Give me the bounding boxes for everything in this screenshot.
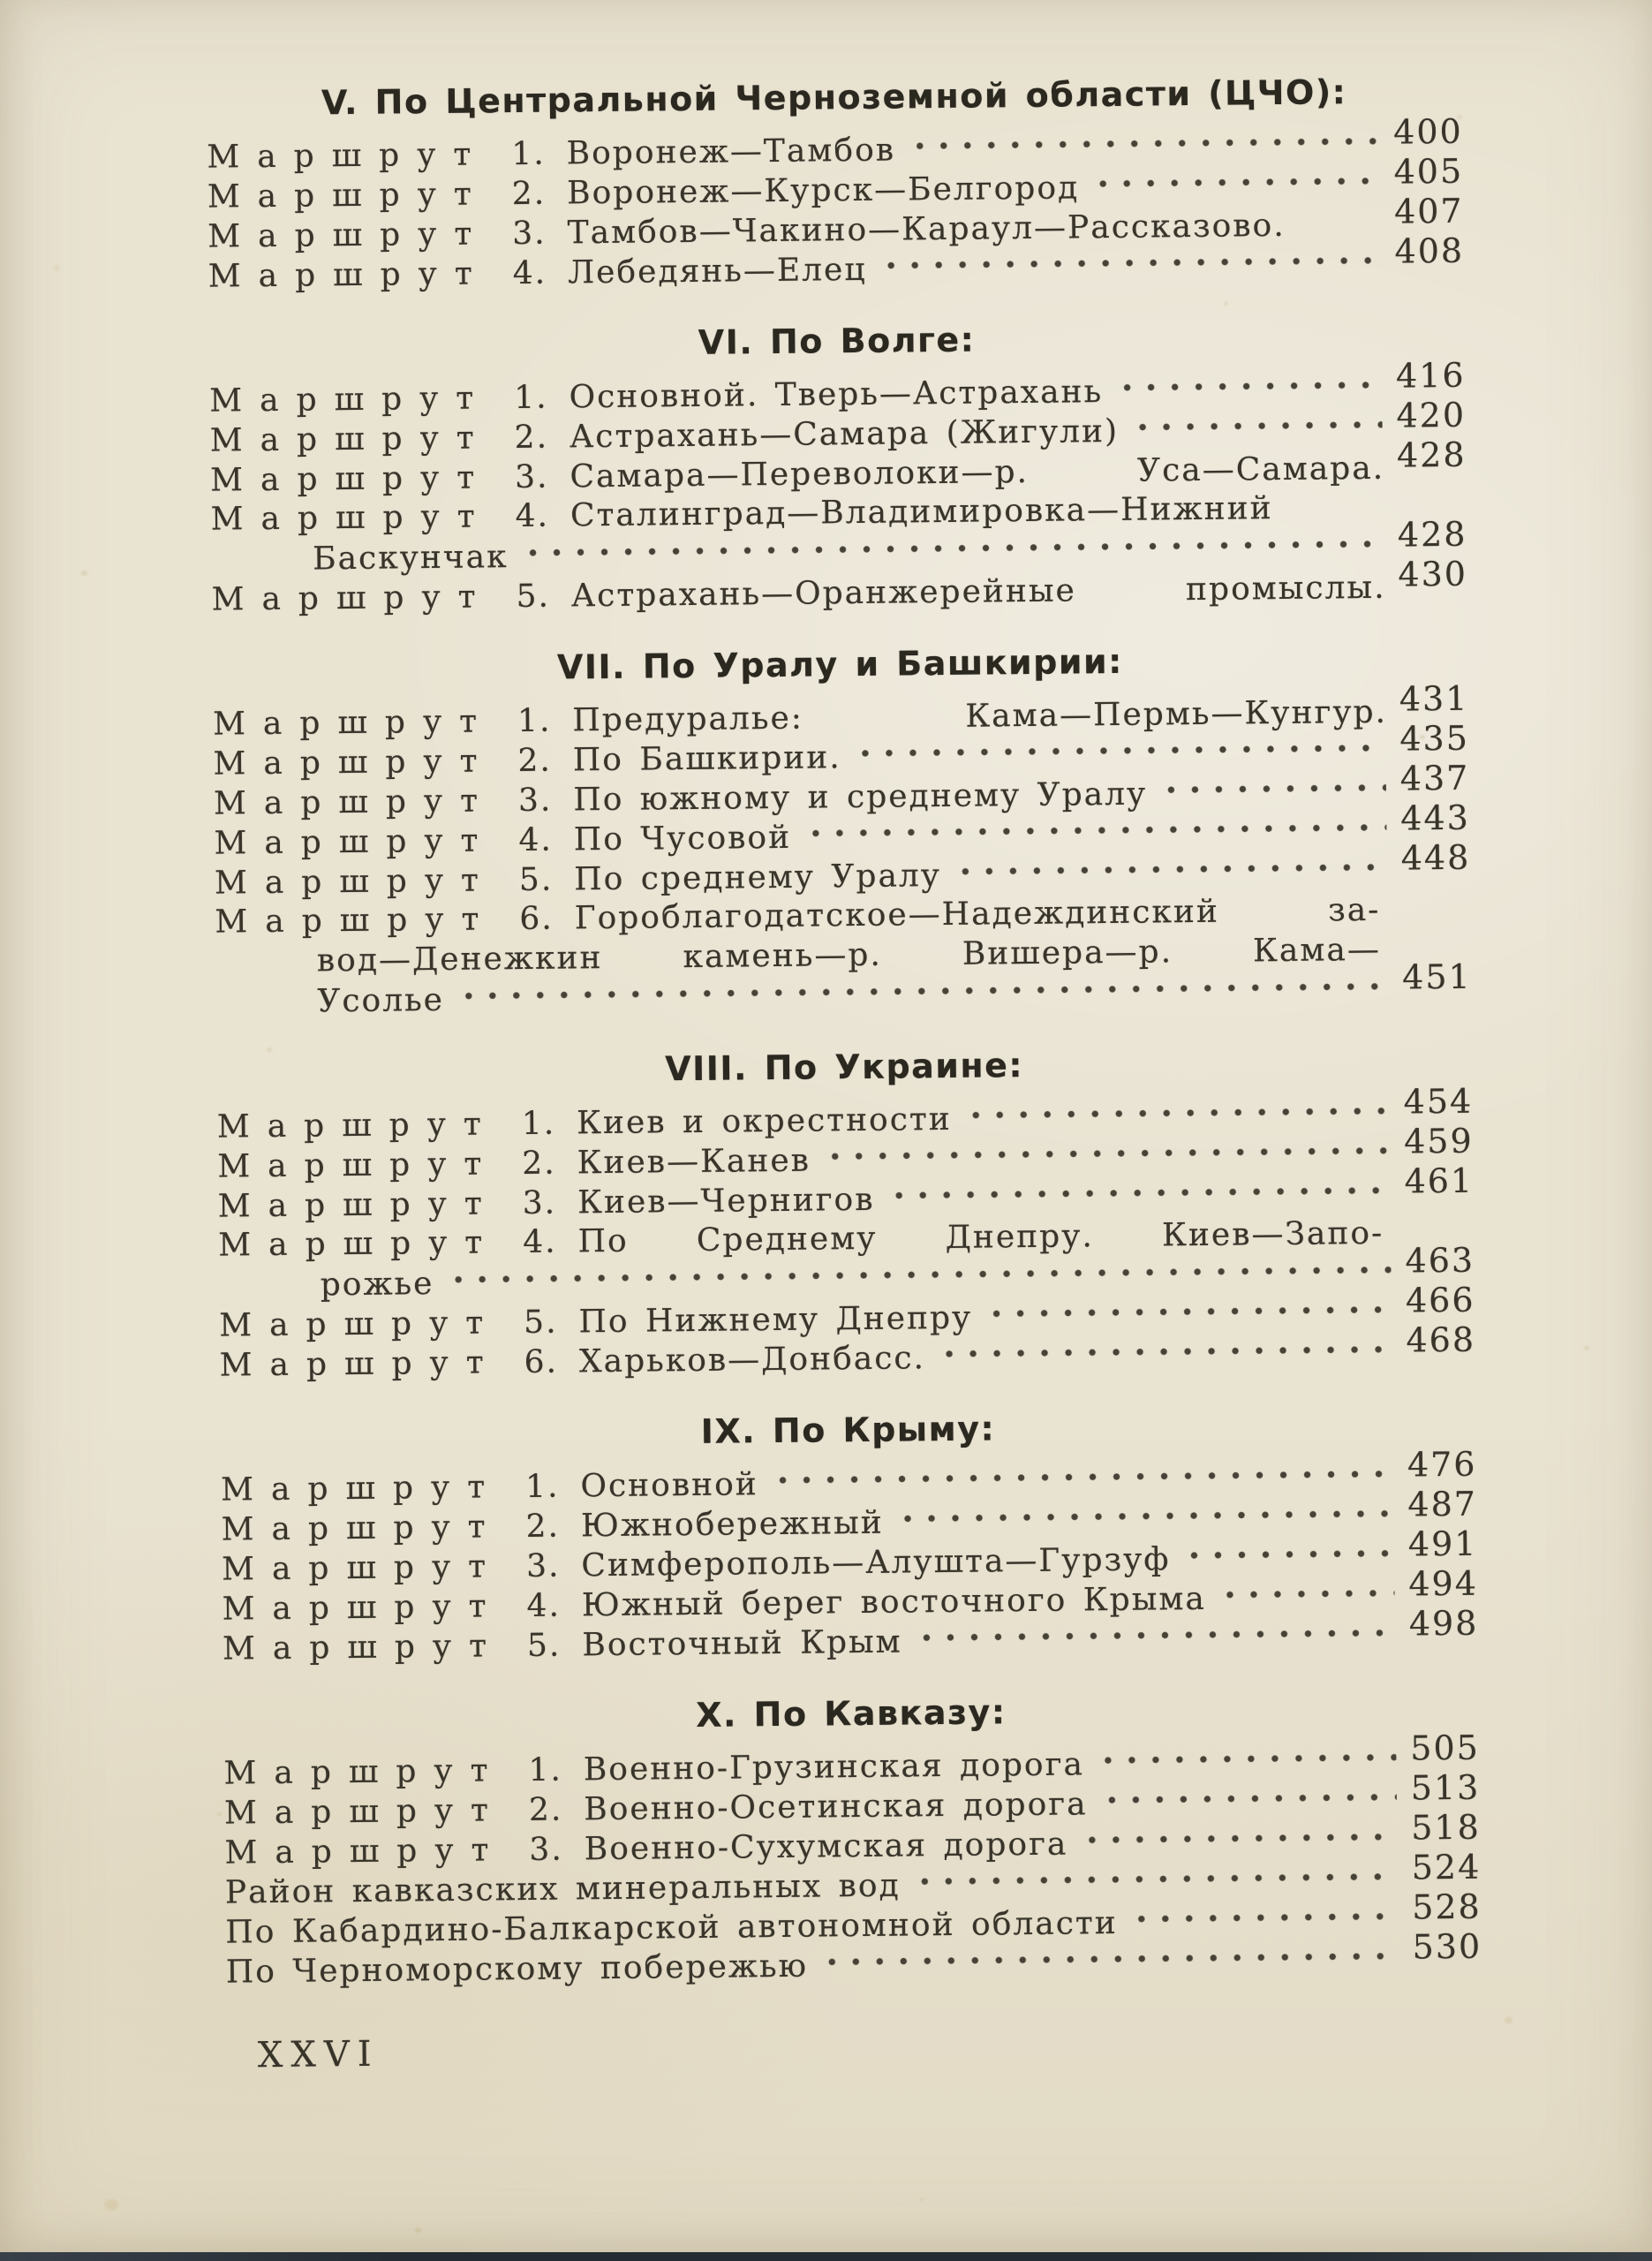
entry-page: 435 — [1399, 718, 1470, 759]
entry-lead: Маршрут — [209, 459, 493, 499]
dot-leader — [1159, 783, 1386, 805]
scan-bottom-edge — [0, 2252, 1652, 2261]
entry-page: 530 — [1412, 1926, 1482, 1967]
entry-page: 491 — [1407, 1524, 1478, 1564]
entry-page: 498 — [1408, 1603, 1479, 1644]
entry-page: 405 — [1393, 151, 1464, 192]
entry-title: По южному и среднему Уралу — [573, 775, 1148, 819]
entry-page: 513 — [1410, 1767, 1481, 1808]
entry-number: 5. — [516, 578, 551, 616]
entry-number: 4. — [526, 1587, 562, 1624]
toc-section — [216, 1040, 1475, 1385]
entry-lead: Маршрут — [220, 1469, 503, 1509]
entry-number: 2. — [511, 175, 547, 213]
folio-page-number: XXVI — [257, 2033, 380, 2076]
entry-lead: Маршрут — [222, 1588, 504, 1628]
entry-number: 4. — [523, 1223, 557, 1261]
entry-title: По Черноморскому побережью — [225, 1947, 809, 1991]
dot-leader — [954, 862, 1387, 886]
entry-page: 400 — [1392, 111, 1463, 152]
entry-title: Военно-Грузинская дорога — [583, 1746, 1085, 1788]
entry-title: Южный берег восточного Крыма — [581, 1580, 1207, 1624]
entry-title: Самара—Переволоки—р. Уса—Самара. — [570, 450, 1385, 495]
dot-leader — [913, 1872, 1398, 1896]
entry-lead: Маршрут — [218, 1304, 502, 1344]
entry-title: По Башкирии. — [572, 739, 841, 779]
entry-number: 1. — [521, 1105, 556, 1143]
entry-title: По Среднему Днепру. Киев—Запо- — [577, 1214, 1384, 1260]
toc-section — [220, 1403, 1478, 1668]
toc-section — [206, 71, 1463, 296]
section-heading: VIII. По Украине: — [664, 1046, 1024, 1089]
entry-title: По Нижнему Днепру — [578, 1299, 973, 1341]
dot-leader — [820, 1951, 1399, 1977]
paper-speck — [415, 2227, 421, 2233]
entry-lead: Маршрут — [211, 578, 494, 618]
entry-number: 2. — [517, 742, 553, 780]
dot-leader — [1080, 1832, 1397, 1855]
entry-number: 3. — [522, 1184, 557, 1222]
entry-number: 6. — [519, 900, 554, 938]
dot-leader — [1099, 1792, 1397, 1815]
dot-leader — [1130, 1911, 1399, 1933]
entry-title: Астрахань—Самара (Жигули) — [569, 412, 1120, 456]
dot-leader — [803, 822, 1387, 848]
entry-page: 428 — [1396, 435, 1467, 475]
entry-title: Восточный Крым — [582, 1623, 902, 1664]
entry-number: 3. — [529, 1831, 564, 1868]
entry-lead: Маршрут — [209, 420, 492, 459]
entry-title: Сталинград—Владимировка—Нижний — [570, 490, 1273, 534]
entry-page: 431 — [1399, 678, 1469, 719]
entry-lead: Маршрут — [217, 1146, 500, 1185]
entry-lead: Маршрут — [207, 176, 490, 216]
section-heading: V. По Центральной Черноземной области (ЦЧО): — [321, 72, 1347, 123]
dot-leader — [984, 1304, 1392, 1328]
entry-page: 443 — [1400, 798, 1471, 838]
entry-number: 5. — [518, 861, 554, 899]
dot-leader — [915, 1628, 1396, 1652]
dot-leader — [771, 1469, 1394, 1494]
entry-lead: Маршрут — [210, 498, 493, 538]
section-heading: VII. По Уралу и Башкирии: — [556, 641, 1124, 687]
entry-page: 494 — [1408, 1563, 1479, 1604]
dot-leader — [964, 1106, 1390, 1130]
entry-title: Тамбов—Чакино—Караул—Рассказово. — [567, 207, 1286, 252]
dot-leader — [938, 1344, 1392, 1368]
entry-title: По Чусовой — [573, 819, 792, 858]
entry-number: 1. — [524, 1468, 560, 1505]
entry-page: 487 — [1407, 1484, 1478, 1524]
entry-title: Основной. Тверь—Астрахань — [569, 374, 1104, 416]
entry-title: Воронеж—Тамбов — [566, 132, 896, 172]
entry-lead: Маршрут — [207, 255, 490, 295]
entry-page: 430 — [1398, 554, 1468, 594]
entry-page: 454 — [1403, 1081, 1474, 1122]
entry-title: Воронеж—Курск—Белгород — [566, 170, 1080, 212]
dot-leader — [823, 1146, 1391, 1171]
entry-title: Киев—Канев — [577, 1142, 811, 1182]
entry-page: 476 — [1407, 1444, 1477, 1485]
entry-page: 448 — [1400, 837, 1471, 878]
entry-lead: Маршрут — [223, 1752, 506, 1792]
dot-leader — [521, 539, 1384, 567]
entry-number: 6. — [524, 1343, 559, 1380]
entry-number: 1. — [513, 379, 548, 417]
entry-lead: Маршрут — [214, 822, 496, 862]
entry-title: Симферополь—Алушта—Гурзуф — [581, 1541, 1171, 1584]
entry-lead: Маршрут — [219, 1344, 502, 1384]
entry-title: рожье — [320, 1266, 434, 1304]
entry-number: 3. — [525, 1547, 561, 1584]
paper-speck — [1505, 2017, 1512, 2023]
entry-page: 408 — [1394, 231, 1465, 271]
entry-number: 1. — [511, 135, 546, 173]
entry-lead: Маршрут — [221, 1548, 504, 1588]
entry-lead: Маршрут — [217, 1185, 500, 1225]
entry-lead: Маршрут — [224, 1832, 507, 1872]
entry-title: Предуралье: Кама—Пермь—Кунгур. — [572, 693, 1388, 739]
entry-number: 4. — [512, 254, 547, 292]
entry-page: 466 — [1405, 1280, 1475, 1320]
entry-page: 463 — [1405, 1240, 1475, 1281]
dot-leader — [1097, 1752, 1397, 1775]
entry-number: 5. — [526, 1627, 562, 1664]
paper-speck — [81, 571, 87, 576]
entry-title: Усолье — [317, 981, 445, 1020]
section-heading: IX. По Крыму: — [700, 1409, 996, 1451]
dot-leader — [908, 136, 1379, 161]
dot-leader — [879, 255, 1380, 280]
entry-lead: Маршрут — [222, 1628, 505, 1667]
paper-speck — [1584, 1346, 1589, 1350]
dot-leader — [854, 743, 1386, 768]
entry-lead: Маршрут — [214, 862, 497, 902]
entry-number: 4. — [515, 497, 550, 535]
entry-lead: Маршрут — [221, 1509, 503, 1548]
entry-page: 528 — [1411, 1887, 1482, 1927]
entry-title: Киев—Чернигов — [577, 1181, 875, 1221]
entry-number: 5. — [523, 1304, 558, 1341]
dot-leader — [896, 1509, 1394, 1533]
paper-speck — [217, 1812, 222, 1816]
entry-page: 451 — [1401, 957, 1472, 997]
entry-page: 428 — [1397, 514, 1467, 555]
entry-title: Гороблагодатское—Надеждинский за- — [574, 891, 1381, 937]
paper-speck — [104, 2199, 118, 2211]
entry-page: 468 — [1406, 1320, 1476, 1360]
toc-section — [208, 314, 1467, 619]
paper-speck — [53, 265, 60, 270]
entry-number: 2. — [528, 1791, 563, 1828]
entry-page: 437 — [1399, 758, 1470, 798]
entry-lead: Маршрут — [223, 1792, 507, 1832]
entry-title: Харьков—Донбасс. — [578, 1340, 926, 1380]
entry-page: 420 — [1396, 395, 1467, 435]
entry-number: 1. — [528, 1751, 563, 1788]
entry-title: вод—Денежкин камень—р. Вишера—р. Кама— — [316, 931, 1382, 979]
entry-page: 524 — [1411, 1847, 1482, 1887]
entry-title: Астрахань—Оранжерейные промыслы. — [570, 569, 1386, 615]
paper-speck — [920, 2197, 924, 2201]
toc-section — [223, 1687, 1482, 1992]
dot-leader — [446, 1265, 1391, 1294]
entry-title: Баскунчак — [312, 539, 509, 578]
entry-title: Район кавказских минеральных вод — [224, 1867, 901, 1911]
dot-leader — [456, 981, 1389, 1010]
dot-leader — [1182, 1548, 1394, 1570]
entry-number: 3. — [517, 782, 553, 820]
entry-number: 1. — [517, 702, 552, 740]
section-heading: X. По Кавказу: — [695, 1692, 1007, 1735]
entry-lead: Маршрут — [209, 380, 492, 420]
entry-title: Киев и окрестности — [576, 1100, 953, 1142]
entry-lead: Маршрут — [215, 901, 497, 941]
entry-lead: Маршрут — [216, 1106, 500, 1146]
entry-page: 505 — [1410, 1728, 1481, 1768]
entry-title: По среднему Уралу — [574, 858, 942, 898]
entry-page: 416 — [1395, 355, 1466, 396]
entry-page: 461 — [1404, 1161, 1475, 1201]
entry-lead: Маршрут — [207, 216, 490, 255]
entry-lead: Маршрут — [207, 136, 489, 176]
toc-section — [212, 638, 1471, 1022]
section-heading: VI. По Волге: — [698, 320, 976, 362]
entry-lead: Маршрут — [212, 703, 495, 743]
entry-number: 4. — [518, 821, 554, 859]
entry-page: 518 — [1411, 1807, 1481, 1848]
entry-title: Военно-Сухумская дорога — [584, 1826, 1068, 1868]
entry-page: 459 — [1403, 1121, 1474, 1161]
dot-leader — [1218, 1588, 1395, 1609]
dot-leader — [1115, 380, 1382, 402]
entry-lead: Маршрут — [218, 1224, 501, 1264]
dot-leader — [1091, 176, 1380, 198]
dot-leader — [886, 1185, 1390, 1210]
entry-lead: Маршрут — [213, 743, 495, 783]
entry-lead: Маршрут — [213, 783, 496, 822]
entry-title: По Кабардино-Балкарской автономной области — [225, 1904, 1119, 1951]
entry-title: Южнобережный — [580, 1504, 884, 1545]
entry-number: 3. — [512, 215, 547, 253]
entry-number: 2. — [514, 419, 549, 457]
entry-title: Военно-Осетинская дорога — [584, 1786, 1088, 1828]
dot-leader — [1131, 420, 1383, 442]
entry-title: Лебедянь—Елец — [567, 251, 867, 291]
entry-number: 3. — [514, 458, 549, 496]
entry-number: 2. — [522, 1145, 556, 1183]
table-of-contents — [206, 71, 1482, 2076]
entry-page: 407 — [1393, 191, 1464, 231]
entry-title: Основной — [580, 1466, 758, 1505]
entry-number: 2. — [525, 1508, 561, 1545]
